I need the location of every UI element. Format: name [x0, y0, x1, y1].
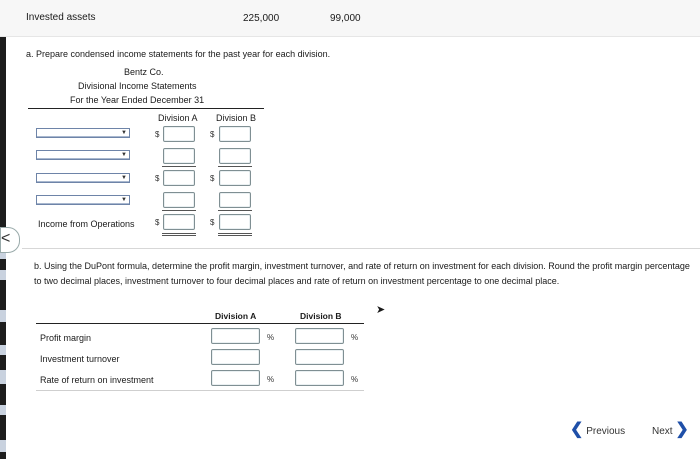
part-a-instruction: a. Prepare condensed income statements for the past year for each division. — [26, 49, 331, 59]
percent-sign: % — [267, 375, 275, 384]
division-b-input-3[interactable] — [219, 170, 251, 186]
double-rule-b-1 — [218, 233, 252, 234]
percent-sign: % — [351, 375, 359, 384]
invested-assets-label: Invested assets — [26, 12, 96, 23]
currency-sign: $ — [210, 218, 215, 227]
line-item-select-1[interactable] — [36, 128, 130, 138]
currency-sign: $ — [155, 218, 160, 227]
collapse-panel-button[interactable]: < — [0, 227, 20, 253]
caret-down-icon: ▼ — [121, 152, 127, 158]
division-a-input-3[interactable] — [163, 170, 195, 186]
line-item-select-2[interactable] — [36, 150, 130, 160]
chevron-left-icon: ❮ — [570, 421, 584, 438]
double-rule-a-1 — [162, 233, 196, 234]
division-b-input-1[interactable] — [219, 126, 251, 142]
section-divider — [22, 248, 700, 249]
statement-title: Divisional Income Statements — [78, 81, 197, 91]
statement-period: For the Year Ended December 31 — [70, 95, 205, 105]
income-from-operations-label: Income from Operations — [38, 219, 135, 229]
header-rule — [28, 108, 264, 109]
division-b-input-4[interactable] — [219, 192, 251, 208]
division-b-input-2[interactable] — [219, 148, 251, 164]
b-col-header-division-a: Division A — [215, 311, 257, 321]
subtotal-rule-a — [162, 166, 196, 167]
rate-of-return-label: Rate of return on investment — [40, 375, 154, 385]
currency-sign: $ — [155, 130, 160, 139]
col-header-division-b: Division B — [216, 113, 257, 123]
b-col-header-division-b: Division B — [300, 311, 342, 321]
invested-assets-division-b: 99,000 — [330, 13, 361, 24]
line-item-select-3[interactable] — [36, 173, 130, 183]
double-rule-b-2 — [218, 235, 252, 236]
line-item-select-4[interactable] — [36, 195, 130, 205]
col-header-division-a: Division A — [158, 113, 198, 123]
division-a-input-2[interactable] — [163, 148, 195, 164]
percent-sign: % — [267, 333, 275, 342]
division-a-income-input[interactable] — [163, 214, 195, 230]
total-rule-a — [162, 210, 196, 211]
company-name: Bentz Co. — [124, 67, 164, 77]
currency-sign: $ — [210, 130, 215, 139]
invested-assets-division-a: 225,000 — [243, 13, 280, 24]
percent-sign: % — [351, 333, 359, 342]
division-a-input-1[interactable] — [163, 126, 195, 142]
caret-down-icon: ▼ — [121, 197, 127, 203]
division-b-investment-turnover-input[interactable] — [295, 349, 344, 365]
division-b-rate-of-return-input[interactable] — [295, 370, 344, 386]
subtotal-rule-b — [218, 166, 252, 167]
division-a-investment-turnover-input[interactable] — [211, 349, 260, 365]
table-bottom-rule — [36, 390, 364, 391]
division-b-profit-margin-input[interactable] — [295, 328, 344, 344]
cursor-icon: ➤ — [376, 304, 386, 316]
table-header-rule — [36, 323, 364, 324]
currency-sign: $ — [155, 174, 160, 183]
currency-sign: $ — [210, 174, 215, 183]
next-button[interactable]: Next ❯ — [652, 421, 689, 438]
total-rule-b — [218, 210, 252, 211]
division-a-rate-of-return-input[interactable] — [211, 370, 260, 386]
chevron-right-icon: ❯ — [675, 421, 689, 438]
double-rule-a-2 — [162, 235, 196, 236]
division-b-income-input[interactable] — [219, 214, 251, 230]
division-a-profit-margin-input[interactable] — [211, 328, 260, 344]
investment-turnover-label: Investment turnover — [40, 354, 120, 364]
division-a-input-4[interactable] — [163, 192, 195, 208]
caret-down-icon: ▼ — [121, 175, 127, 181]
part-b-instruction: b. Using the DuPont formula, determine the profit margin, investment turnover, and rate of return on investment for each division. Round the profit margin percentage to two decimal places, investment turnover to four decimal places and rate of return on investment percentage to one decimal place. — [34, 261, 690, 286]
previous-button[interactable]: ❮ Previous — [570, 421, 626, 438]
caret-down-icon: ▼ — [121, 130, 127, 136]
profit-margin-label: Profit margin — [40, 333, 92, 343]
